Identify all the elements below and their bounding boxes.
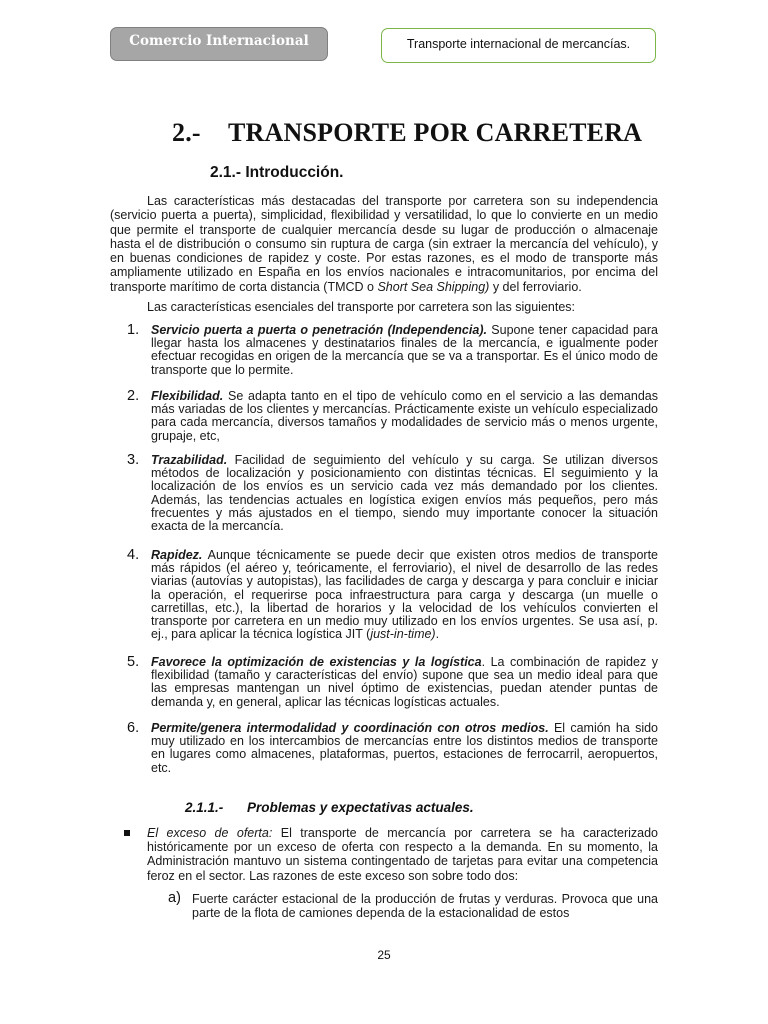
list-lead: Rapidez. (151, 548, 203, 562)
list-lead: Permite/genera intermodalidad y coordinación con otros medios. (151, 721, 549, 735)
intro-text-1: Las características más destacadas del transporte por carretera son su independencia (servicio puerta a puerta), simplicidad, flexibilidad y versatilidad, lo que lo convierte en un medio que permite el transporte de cualquier mercancía desde su lugar de producción o almacenaje hasta el de distribución o consumo sin ruptura de carga (sin extraer la mercancía del vehículo), y en buenas condiciones de rapidez y coste. Por estas razones, es el modo de transporte más ampliamente utilizado en España en los envíos nacionales e intracomunitarios, por encima del transporte marítimo de corta distancia (TMCD o (110, 194, 658, 294)
subsection-title: Problemas y expectativas actuales. (247, 800, 474, 815)
list-lead: Trazabilidad. (151, 453, 228, 467)
page-number: 25 (377, 948, 391, 962)
list-text: Supone tener capacidad para llegar hasta los almacenes y destinatarios finales de la mercancía, e igualmente poder efectuar recogidas en origen de la mercancía que se va a transportar. Es el único modo de transporte que lo permite. (151, 323, 658, 377)
list-tail: . (435, 627, 440, 642)
alpha-letter: a) (168, 890, 181, 906)
list-body (151, 656, 658, 709)
chapter-title (172, 118, 642, 148)
list-italic: just-in-time) (370, 627, 436, 642)
chapter-title-text: TRANSPORTE POR CARRETERA (228, 118, 643, 147)
list-item (110, 549, 658, 641)
list-number: 4. (127, 547, 140, 563)
header-right-label: Transporte internacional de mercancías. (381, 28, 656, 63)
list-text: Se adapta tanto en el tipo de vehículo como en el servicio a las demandas más variadas de los clientes y mercancías. Prácticamente existe un vehículo especializado para cada mercancía, diversos tamaños y modalidades de servicio más o menos urgente, grupaje, etc, (151, 389, 658, 443)
list-body (151, 549, 658, 641)
subsection-heading (185, 800, 474, 815)
list-number: 1. (127, 322, 140, 338)
bullet-lead: El exceso de oferta: (147, 826, 273, 840)
list-item (110, 722, 658, 775)
list-text: El camión ha sido muy utilizado en los intercambios de mercancías entre los distintos medios de transporte en lugares como almacenes, plataformas, puertos, estaciones de ferrocarril, aeropuertos, etc. (151, 721, 658, 775)
bullet-text: El transporte de mercancía por carretera se ha caracterizado históricamente por un exceso de oferta con respecto a la demanda. En su momento, la Administración mantuvo un sistema contingentado de tarjetas para evitar una competencia feroz en el sector. Las razones de este exceso son sobre todo dos: (147, 826, 658, 883)
lead-in-paragraph: Las características esenciales del transporte por carretera son las siguientes: (147, 300, 575, 314)
chapter-number: 2.- (172, 118, 201, 147)
list-number: 6. (127, 720, 140, 736)
list-item (110, 454, 658, 533)
list-number: 5. (127, 654, 140, 670)
intro-text-2: y del ferroviario. (489, 279, 582, 294)
intro-paragraph (110, 194, 658, 294)
list-text: Aunque técnicamente se puede decir que existen otros medios de transporte más rápidos (el aéreo y, teóricamente, el ferroviario), el nivel de desarrollo de las redes viarias (autovías y autopistas), las facilidades de carga y descarga y para concluir e iniciar la operación, el requerirse poca infraestructura para carga y descarga (un muelle o carretillas, etc.), la libertad de horarios y la velocidad de los vehículos convierten el transporte por carretera en un medio muy utilizado en los envíos urgentes. Se usa así, p. ej., para aplicar la técnica logística JIT ( (151, 548, 658, 642)
list-number: 2. (127, 388, 140, 404)
subsection-number: 2.1.1.- (185, 800, 224, 815)
alpha-list-item (110, 892, 658, 920)
list-number: 3. (127, 452, 140, 468)
list-text: . La combinación de rapidez y flexibilidad (tamaño y características del envío) supone que sea un medio ideal para que las empresas mantengan un nivel óptimo de existencias, puedan atender puntas de demanda y, en general, aplicar las técnicas logísticas actuales. (151, 655, 658, 709)
list-lead: Servicio puerta a puerta o penetración (Independencia). (151, 323, 487, 337)
bullet-item (110, 826, 658, 883)
list-lead: Flexibilidad. (151, 389, 224, 403)
section-title: 2.1.- Introducción. (210, 164, 344, 181)
list-body (151, 324, 658, 377)
header-left-label: Comercio Internacional (110, 27, 328, 61)
intro-italic: Short Sea Shipping) (377, 279, 490, 294)
list-item (110, 324, 658, 377)
list-body (151, 390, 658, 443)
alpha-body: Fuerte carácter estacional de la producción de frutas y verduras. Provoca que una parte de la flota de camiones dependa de la estacionalidad de estos (192, 892, 658, 921)
list-item (110, 390, 658, 443)
bullet-body (147, 826, 658, 883)
list-item (110, 656, 658, 709)
square-bullet-icon (124, 830, 130, 836)
list-text: Facilidad de seguimiento del vehículo y su carga. Se utilizan diversos métodos de localización y posicionamiento con distintas técnicas. El seguimiento y la localización de los envíos es un servicio cada vez más demandado por los clientes. Además, las tendencias actuales en logística exigen envíos más pequeños, pero más frecuentes y más ajustados en el tiempo, siendo muy importante conocer la situación exacta de la mercancía. (151, 453, 658, 534)
list-body (151, 454, 658, 533)
list-body (151, 722, 658, 775)
list-lead: Favorece la optimización de existencias y la logística (151, 655, 482, 669)
